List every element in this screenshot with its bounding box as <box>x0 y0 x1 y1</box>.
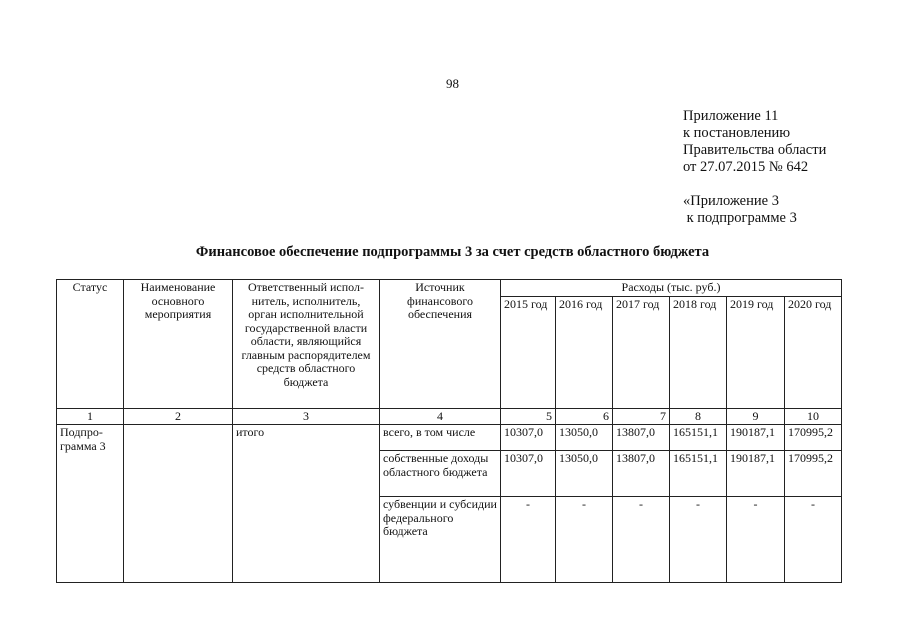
value-cell: 165151,1 <box>670 425 727 451</box>
header-expenses: Расходы (тыс. руб.) <box>501 280 842 297</box>
value-cell: 190187,1 <box>727 425 785 451</box>
index-cell: 9 <box>727 408 785 425</box>
index-cell: 8 <box>670 408 727 425</box>
source-cell: собственные доходы областного бюджета <box>380 451 501 497</box>
header-year: 2017 год <box>613 296 670 408</box>
value-cell: - <box>501 497 556 583</box>
header-year: 2016 год <box>556 296 613 408</box>
index-cell: 7 <box>613 408 670 425</box>
document-title: Финансовое обеспечение подпрограммы 3 за счет средств областного бюджета <box>195 244 710 260</box>
value-cell: 10307,0 <box>501 451 556 497</box>
value-cell: - <box>613 497 670 583</box>
value-cell: - <box>556 497 613 583</box>
appendix-line: от 27.07.2015 № 642 <box>683 159 809 175</box>
responsible-cell: итого <box>233 425 380 583</box>
value-cell: 170995,2 <box>785 425 842 451</box>
index-cell: 3 <box>233 408 380 425</box>
value-cell: 170995,2 <box>785 451 842 497</box>
appendix2-line: к подпрограмме 3 <box>683 210 797 226</box>
index-cell: 10 <box>785 408 842 425</box>
value-cell: 165151,1 <box>670 451 727 497</box>
value-cell: - <box>727 497 785 583</box>
header-year: 2015 год <box>501 296 556 408</box>
financing-table <box>56 279 842 583</box>
header-year: 2020 год <box>785 296 842 408</box>
index-cell: 1 <box>57 408 124 425</box>
header-source: Источник финансового обеспечения <box>380 280 501 409</box>
name-cell <box>124 425 233 583</box>
appendix-line: к постановлению <box>683 125 791 141</box>
value-cell: - <box>785 497 842 583</box>
header-name: Наименование основного мероприятия <box>124 280 233 409</box>
status-cell: Подпро-грамма 3 <box>57 425 124 583</box>
header-row <box>57 280 842 297</box>
appendix-block <box>683 108 826 176</box>
value-cell: 13807,0 <box>613 425 670 451</box>
header-year: 2019 год <box>727 296 785 408</box>
index-cell: 6 <box>556 408 613 425</box>
header-status: Статус <box>57 280 124 409</box>
appendix-line: Приложение 11 <box>683 108 779 124</box>
value-cell: 10307,0 <box>501 425 556 451</box>
header-year: 2018 год <box>670 296 727 408</box>
index-cell: 2 <box>124 408 233 425</box>
appendix-block-2 <box>683 193 797 227</box>
source-cell: всего, в том числе <box>380 425 501 451</box>
value-cell: 13050,0 <box>556 425 613 451</box>
value-cell: - <box>670 497 727 583</box>
index-cell: 4 <box>380 408 501 425</box>
value-cell: 13050,0 <box>556 451 613 497</box>
source-cell: субвенции и субсидии федерального бюджета <box>380 497 501 583</box>
value-cell: 13807,0 <box>613 451 670 497</box>
header-responsible: Ответственный испол-нитель, исполнитель, орган исполнительной государственной власти области, являющийся главным распорядителем средств областного бюджета <box>233 280 380 409</box>
index-cell: 5 <box>501 408 556 425</box>
appendix-line: Правительства области <box>683 142 827 158</box>
table-row <box>57 425 842 451</box>
index-row <box>57 408 842 425</box>
page-number: 98 <box>446 76 459 91</box>
appendix2-line: «Приложение 3 <box>683 193 779 209</box>
value-cell: 190187,1 <box>727 451 785 497</box>
